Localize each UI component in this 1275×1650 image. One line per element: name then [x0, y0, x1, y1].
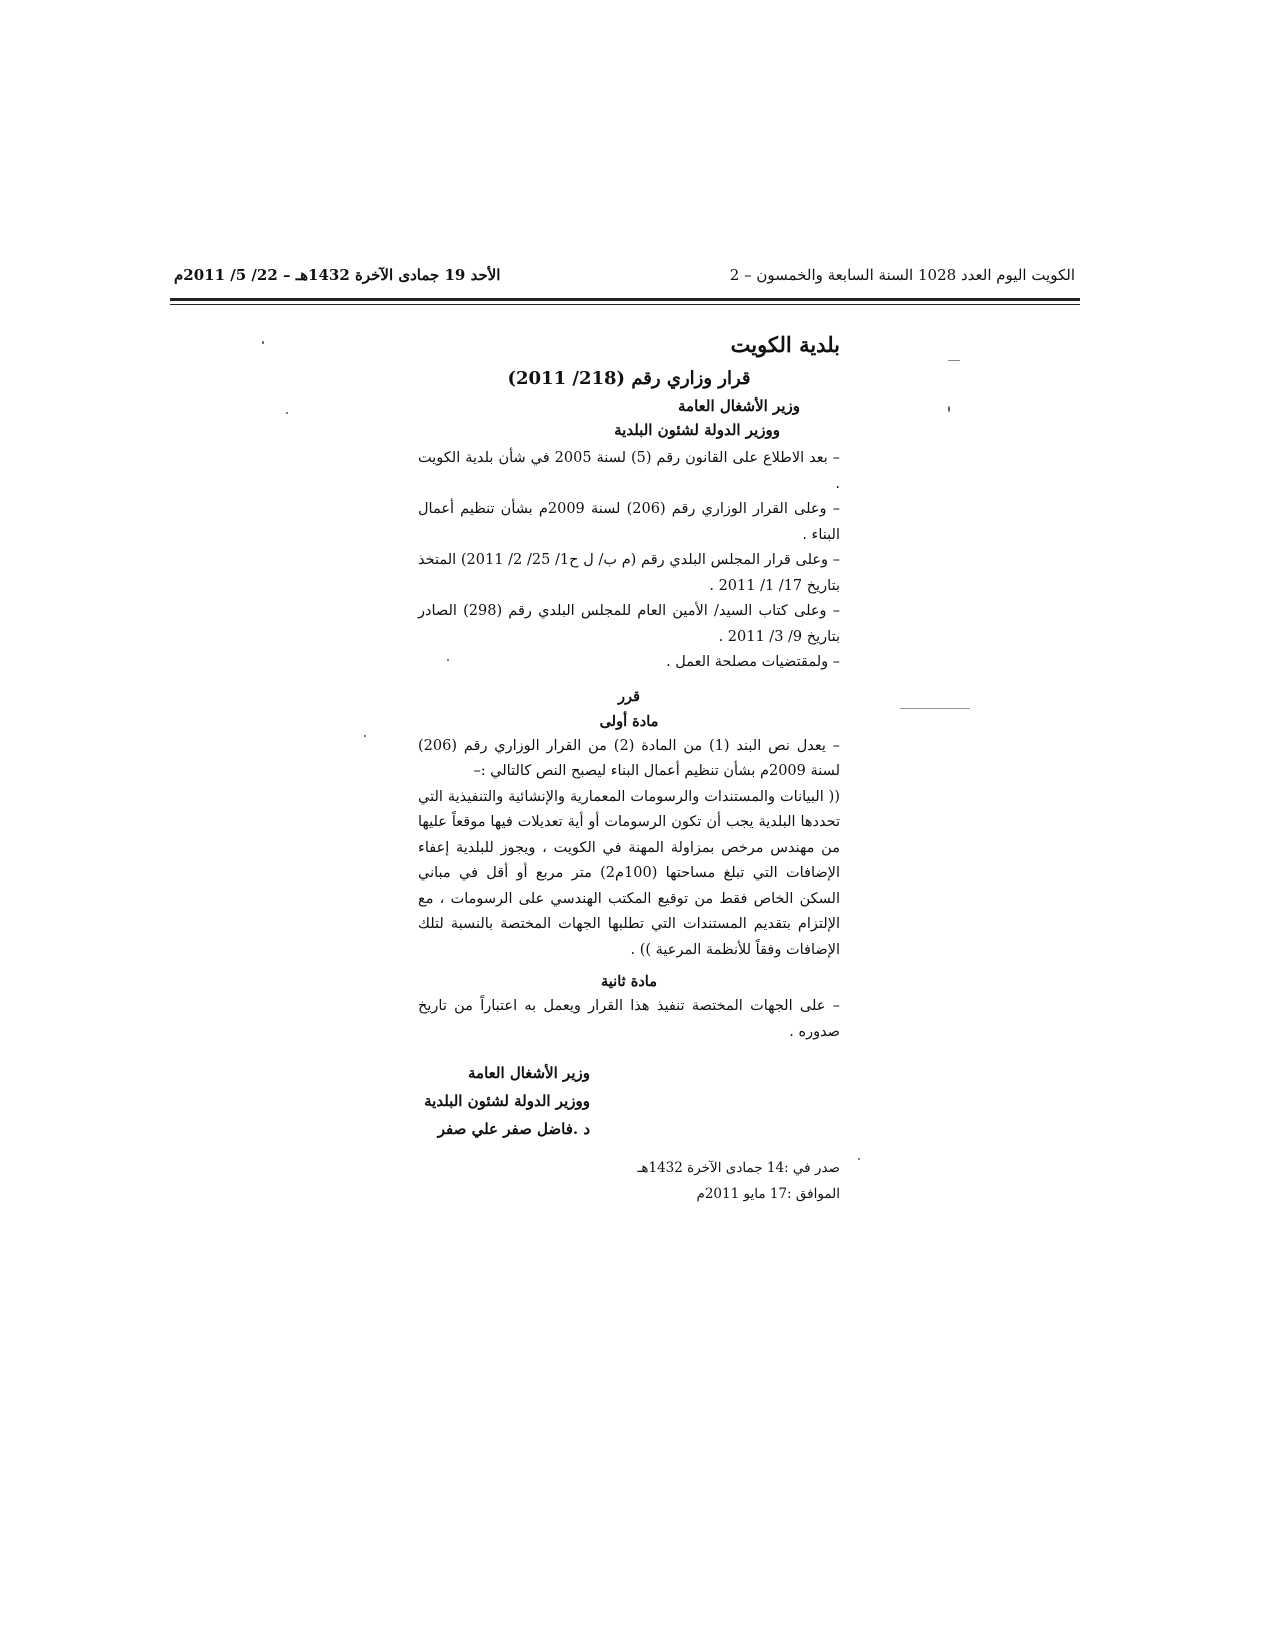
preamble-clause: – بعد الاطلاع على القانون رقم (5) لسنة 2005 في شأن بلدية الكويت . [418, 450, 840, 492]
article-1-intro: – يعدل نص البند (1) من المادة (2) من القرار الوزاري رقم (206) لسنة 2009م بشأن تنظيم أعمال البناء ليصبح النص كالتالي :– [418, 737, 840, 779]
signatory-name: د .فاضل صفر علي صفر [437, 1120, 590, 1138]
minister-title-1: وزير الأشغال العامة [678, 397, 800, 415]
minister-title-2: ووزير الدولة لشئون البلدية [614, 421, 780, 439]
signature-title-2: ووزير الدولة لشئون البلدية [424, 1092, 590, 1110]
scan-speck [364, 735, 366, 737]
article-1-heading: مادة أولى [599, 712, 659, 730]
preamble-clause: – وعلى كتاب السيد/ الأمين العام للمجلس البلدي رقم (298) الصادر بتاريخ 9/ 3/ 2011 . [418, 603, 840, 645]
article-2-text: – على الجهات المختصة تنفيذ هذا القرار ويعمل به اعتباراً من تاريخ صدوره . [418, 998, 840, 1040]
gazette-issue-info: الكويت اليوم العدد 1028 السنة السابعة والخمسون – 2 [729, 266, 1075, 284]
scan-speck [948, 360, 960, 361]
preamble-clause: – وعلى القرار الوزاري رقم (206) لسنة 2009م بشأن تنظيم أعمال البناء . [418, 501, 840, 543]
scan-speck [900, 708, 970, 709]
scan-speck [262, 341, 264, 344]
article-1-text: (( البيانات والمستندات والرسومات المعمارية والإنشائية والتنفيذية التي تحددها البلدية يجب أن تكون الرسومات أو أية تعديلات فيها موقعاً عليها من مهندس مرخص بمزاولة المهنة في الكويت ، ويجوز للبلدية إعفاء الإضافات التي تبلغ مساحتها (100م2) متر مربع أو أقل في مباني السكن الخاص فقط من توقيع المكتب الهندسي على الرسومات ، مع الإلتزام بتقديم المستندات التي تطلبها الجهات المختصة بالنسبة لتلك الإضافات وفقاً للأنظمة المرعية )) . [418, 788, 840, 958]
preamble-clause: – ولمقتضيات مصلحة العمل . [666, 654, 840, 670]
decision-column [418, 328, 840, 1207]
signature-block [418, 1059, 590, 1143]
issuing-authority: بلدية الكويت [730, 332, 840, 357]
decision-title: قرار وزاري رقم (218/ 2011) [507, 368, 751, 389]
issued-hijri-date: صدر في :14 جمادى الآخرة 1432هـ [637, 1160, 840, 1176]
scan-speck [447, 659, 449, 661]
header-rule-thin [170, 304, 1080, 305]
signature-title-1: وزير الأشغال العامة [468, 1064, 590, 1082]
header-rule-thick [170, 298, 1080, 301]
scan-speck [858, 1158, 860, 1160]
preamble-clause: – وعلى قرار المجلس البلدي رقم (م ب/ ل ح1/ 25/ 2/ 2011) المتخذ بتاريخ 17/ 1/ 2011 . [418, 552, 840, 594]
issue-date-block [418, 1155, 840, 1207]
gazette-date: الأحد 19 جمادى الآخرة 1432هـ – 22/ 5/ 2011م [174, 266, 501, 284]
article-2-heading: مادة ثانية [601, 973, 657, 990]
decided-heading: قرر [618, 687, 640, 705]
issued-gregorian-date: الموافق :17 مايو 2011م [696, 1186, 840, 1202]
scan-speck [948, 406, 950, 412]
scan-speck [286, 412, 288, 414]
